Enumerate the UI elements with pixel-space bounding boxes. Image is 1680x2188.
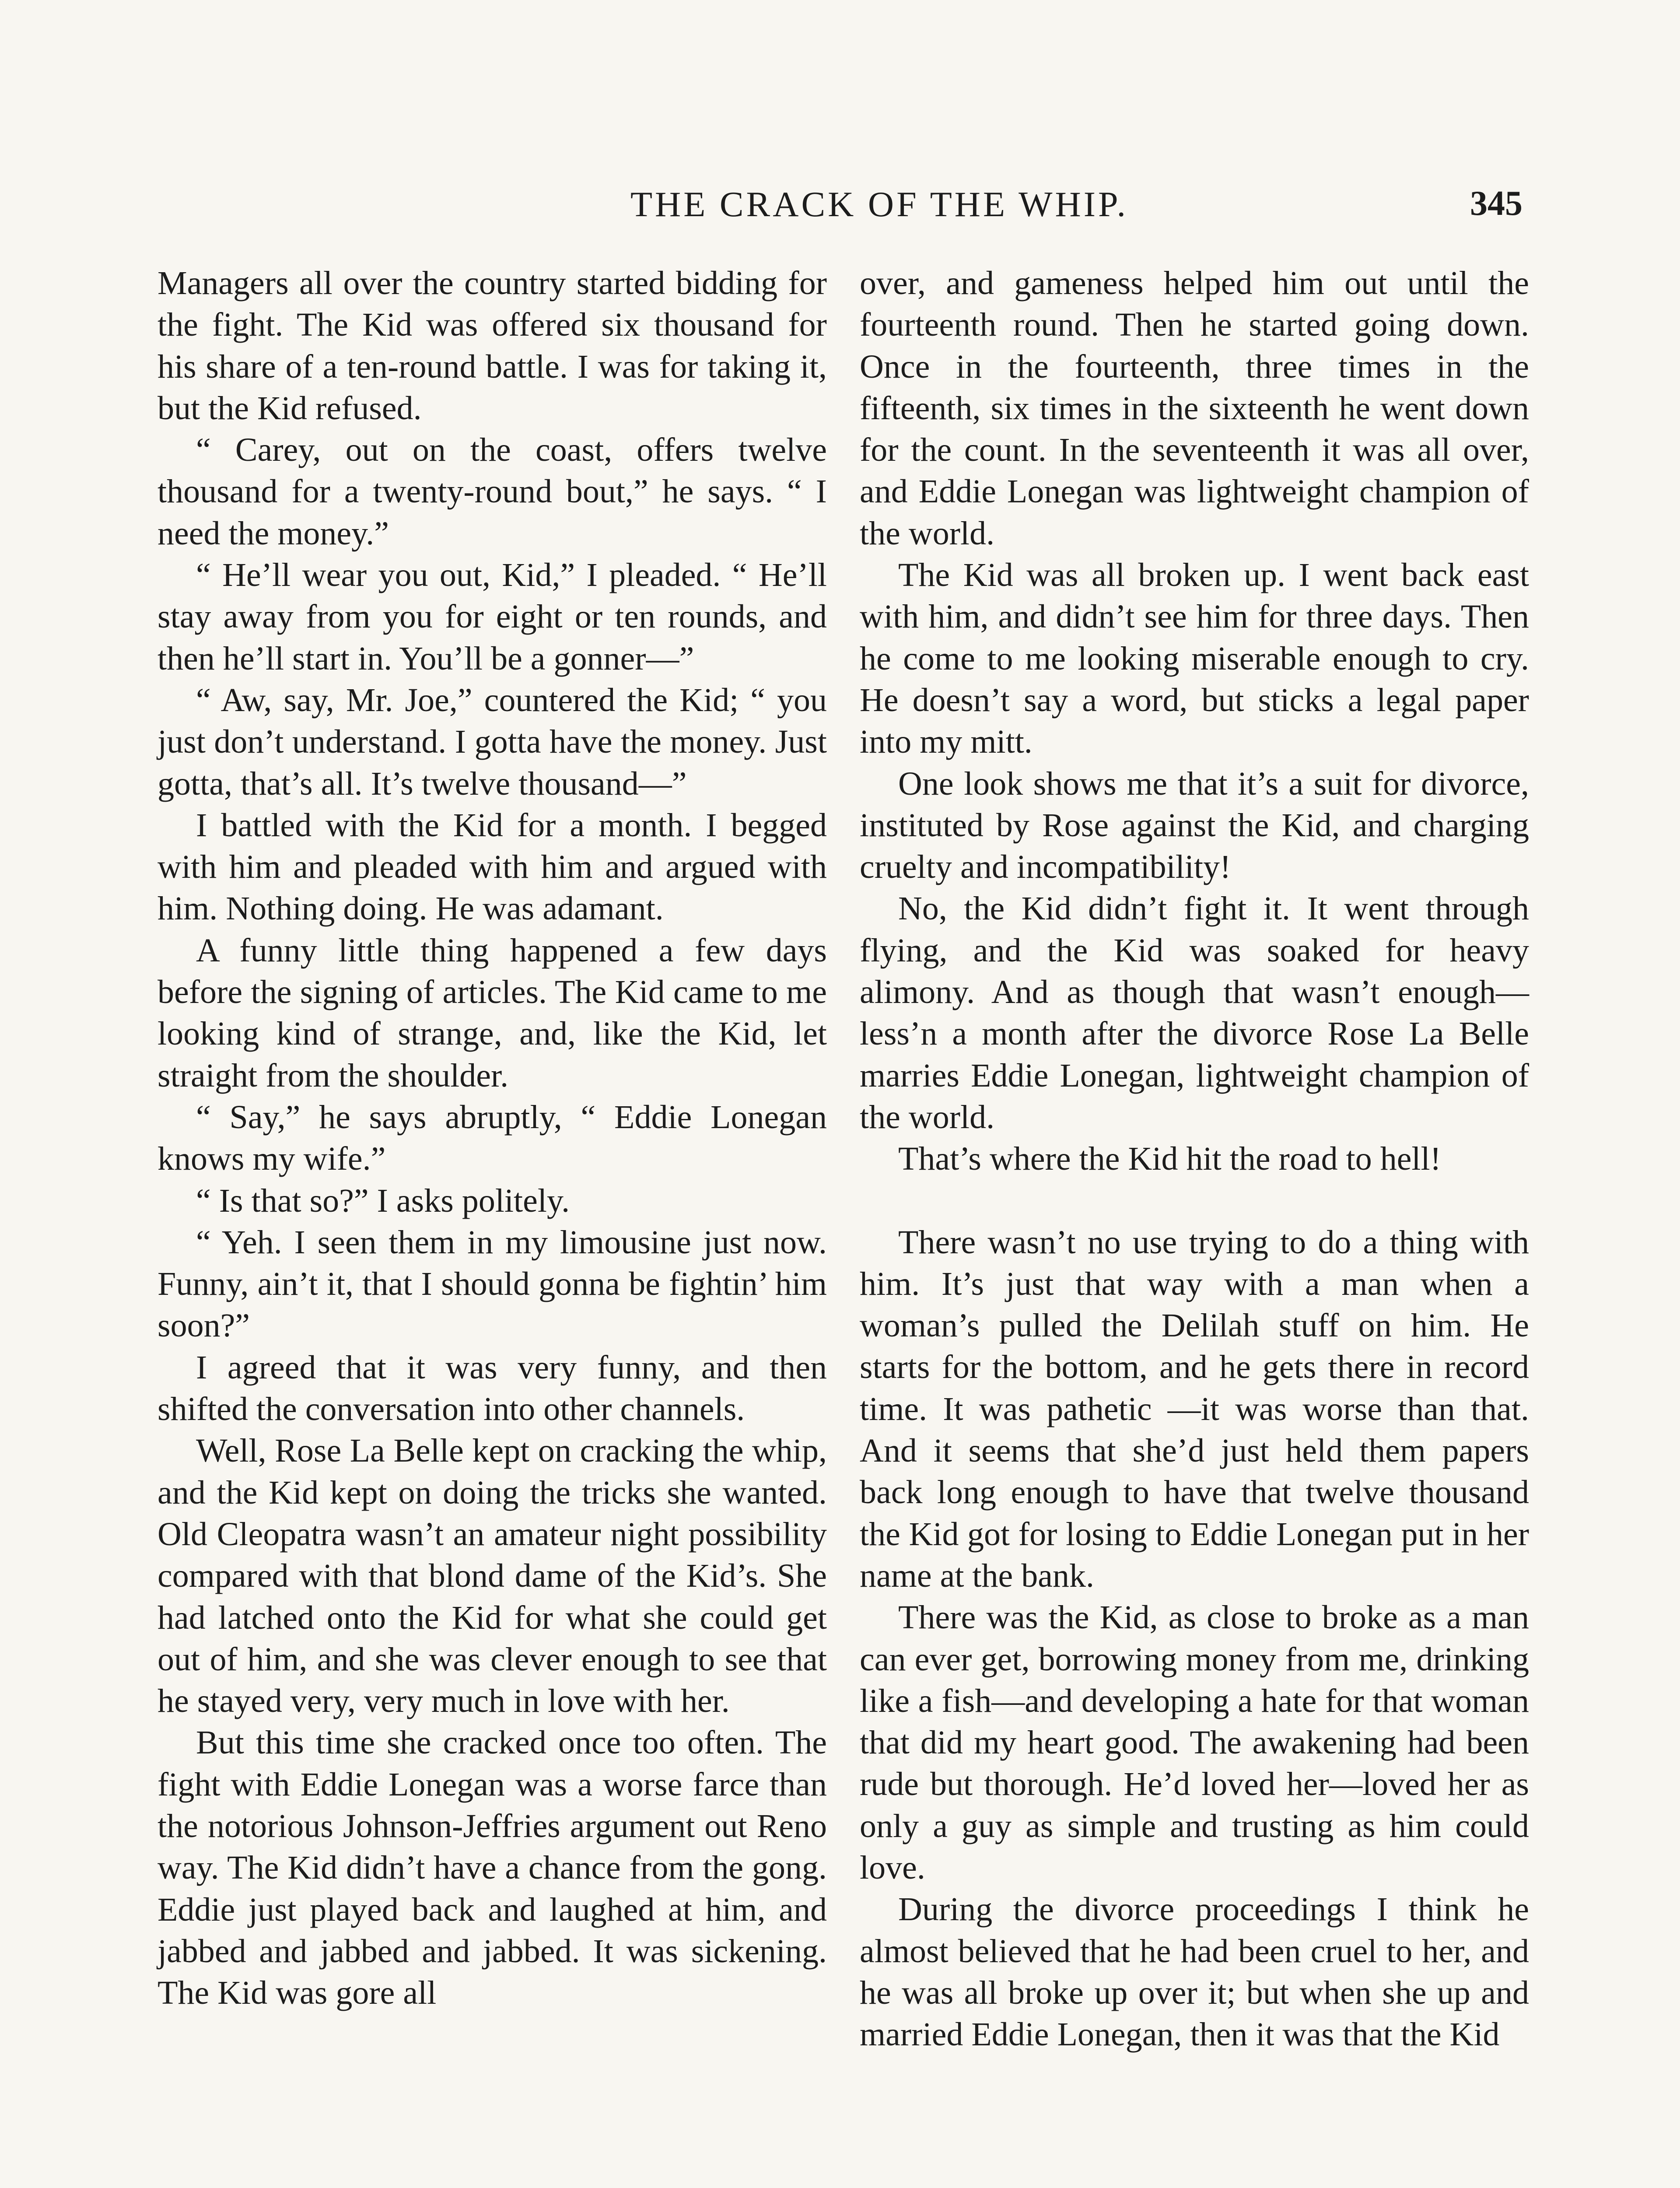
paragraph: I agreed that it was very funny, and then shifted the conversation into other channels. [158,1349,827,1428]
paragraph: Managers all over the country started bidding for the fight. The Kid was offered six thousand for his share of a ten-round battle. I was for taking it, but the Kid refused. [158,265,827,427]
paragraph: One look shows me that it’s a suit for divorce, instituted by Rose against the Kid, and charging cruelty and incompatibility! [860,765,1529,886]
paragraph: During the divorce proceedings I think he almost believed that he had been cruel to her, and he was all broke up over it; but when she up and married Eddie Lonegan, then it was that the Kid [860,1891,1529,2053]
paragraph: There wasn’t no use trying to do a thing with him. It’s just that way with a man when a woman’s pulled the Delilah stuff on him. He starts for the bottom, and he gets there in record time. It was pathetic —it was worse than that. And it seems that she’d just held them papers back long enough to have that twelve thousand the Kid got for losing to Eddie Lonegan put in her name at the bank. [860,1224,1529,1594]
running-title: THE CRACK OF THE WHIP. [630,184,1129,224]
paragraph: “ Yeh. I seen them in my limousine just now. Funny, ain’t it, that I should gonna be fightin’ him soon?” [158,1224,827,1344]
paragraph: A funny little thing happened a few days before the signing of articles. The Kid came to me looking kind of strange, and, like the Kid, let straight from the shoulder. [158,932,827,1094]
page-number: 345 [1470,184,1522,223]
paragraph: “ He’ll wear you out, Kid,” I pleaded. “ He’ll stay away from you for eight or ten rounds, and then he’ll start in. You’ll be a gonner—” [158,557,827,677]
left-column [158,263,827,2014]
paragraph: “ Say,” he says abruptly, “ Eddie Lonegan knows my wife.” [158,1098,827,1178]
paragraph: No, the Kid didn’t fight it. It went through flying, and the Kid was soaked for heavy alimony. And as though that wasn’t enough—less’n a month after the divorce Rose La Belle marries Eddie Lonegan, lightweight champion of the world. [860,890,1529,1136]
running-head [158,184,1522,236]
paragraph: “ Is that so?” I asks politely. [196,1182,570,1219]
paragraph: Well, Rose La Belle kept on cracking the whip, and the Kid kept on doing the tricks she wanted. Old Cleopatra wasn’t an amateur night possibility compared with that blond dame of the Kid’s. She had latched onto the Kid for what she could get out of him, and she was clever enough to see that he stayed very, very much in love with her. [158,1432,827,1720]
paragraph: “ Aw, say, Mr. Joe,” countered the Kid; “ you just don’t understand. I gotta have the money. Just gotta, that’s all. It’s twelve thousand—” [158,681,827,802]
paragraph: “ Carey, out on the coast, offers twelve thousand for a twenty-round bout,” he says. “ I need the money.” [158,431,827,552]
paragraph: That’s where the Kid hit the road to hell! [898,1140,1441,1178]
paragraph: There was the Kid, as close to broke as a man can ever get, borrowing money from me, drinking like a fish—and developing a hate for that woman that did my heart good. The awakening had been rude but thorough. He’d loved her—loved her as only a guy as simple and trusting as him could love. [860,1599,1529,1886]
right-column [860,263,1529,2055]
paragraph: over, and gameness helped him out until the fourteenth round. Then he started going down. Once in the fourteenth, three times in the fifteenth, six times in the sixteenth he went down for the count. In the seventeenth it was all over, and Eddie Lonegan was lightweight champion of the world. [860,265,1529,552]
paragraph: The Kid was all broken up. I went back east with him, and didn’t see him for three days. Then he come to me looking miserable enough to cry. He doesn’t say a word, but sticks a legal paper into my mitt. [860,557,1529,761]
paragraph: But this time she cracked once too often. The fight with Eddie Lonegan was a worse farce than the notorious Johnson-Jeffries argument out Reno way. The Kid didn’t have a chance from the gong. Eddie just played back and laughed at him, and jabbed and jabbed and jabbed. It was sickening. The Kid was gore all [158,1724,827,2012]
paragraph: I battled with the Kid for a month. I begged with him and pleaded with him and argued with him. Nothing doing. He was adamant. [158,806,827,927]
